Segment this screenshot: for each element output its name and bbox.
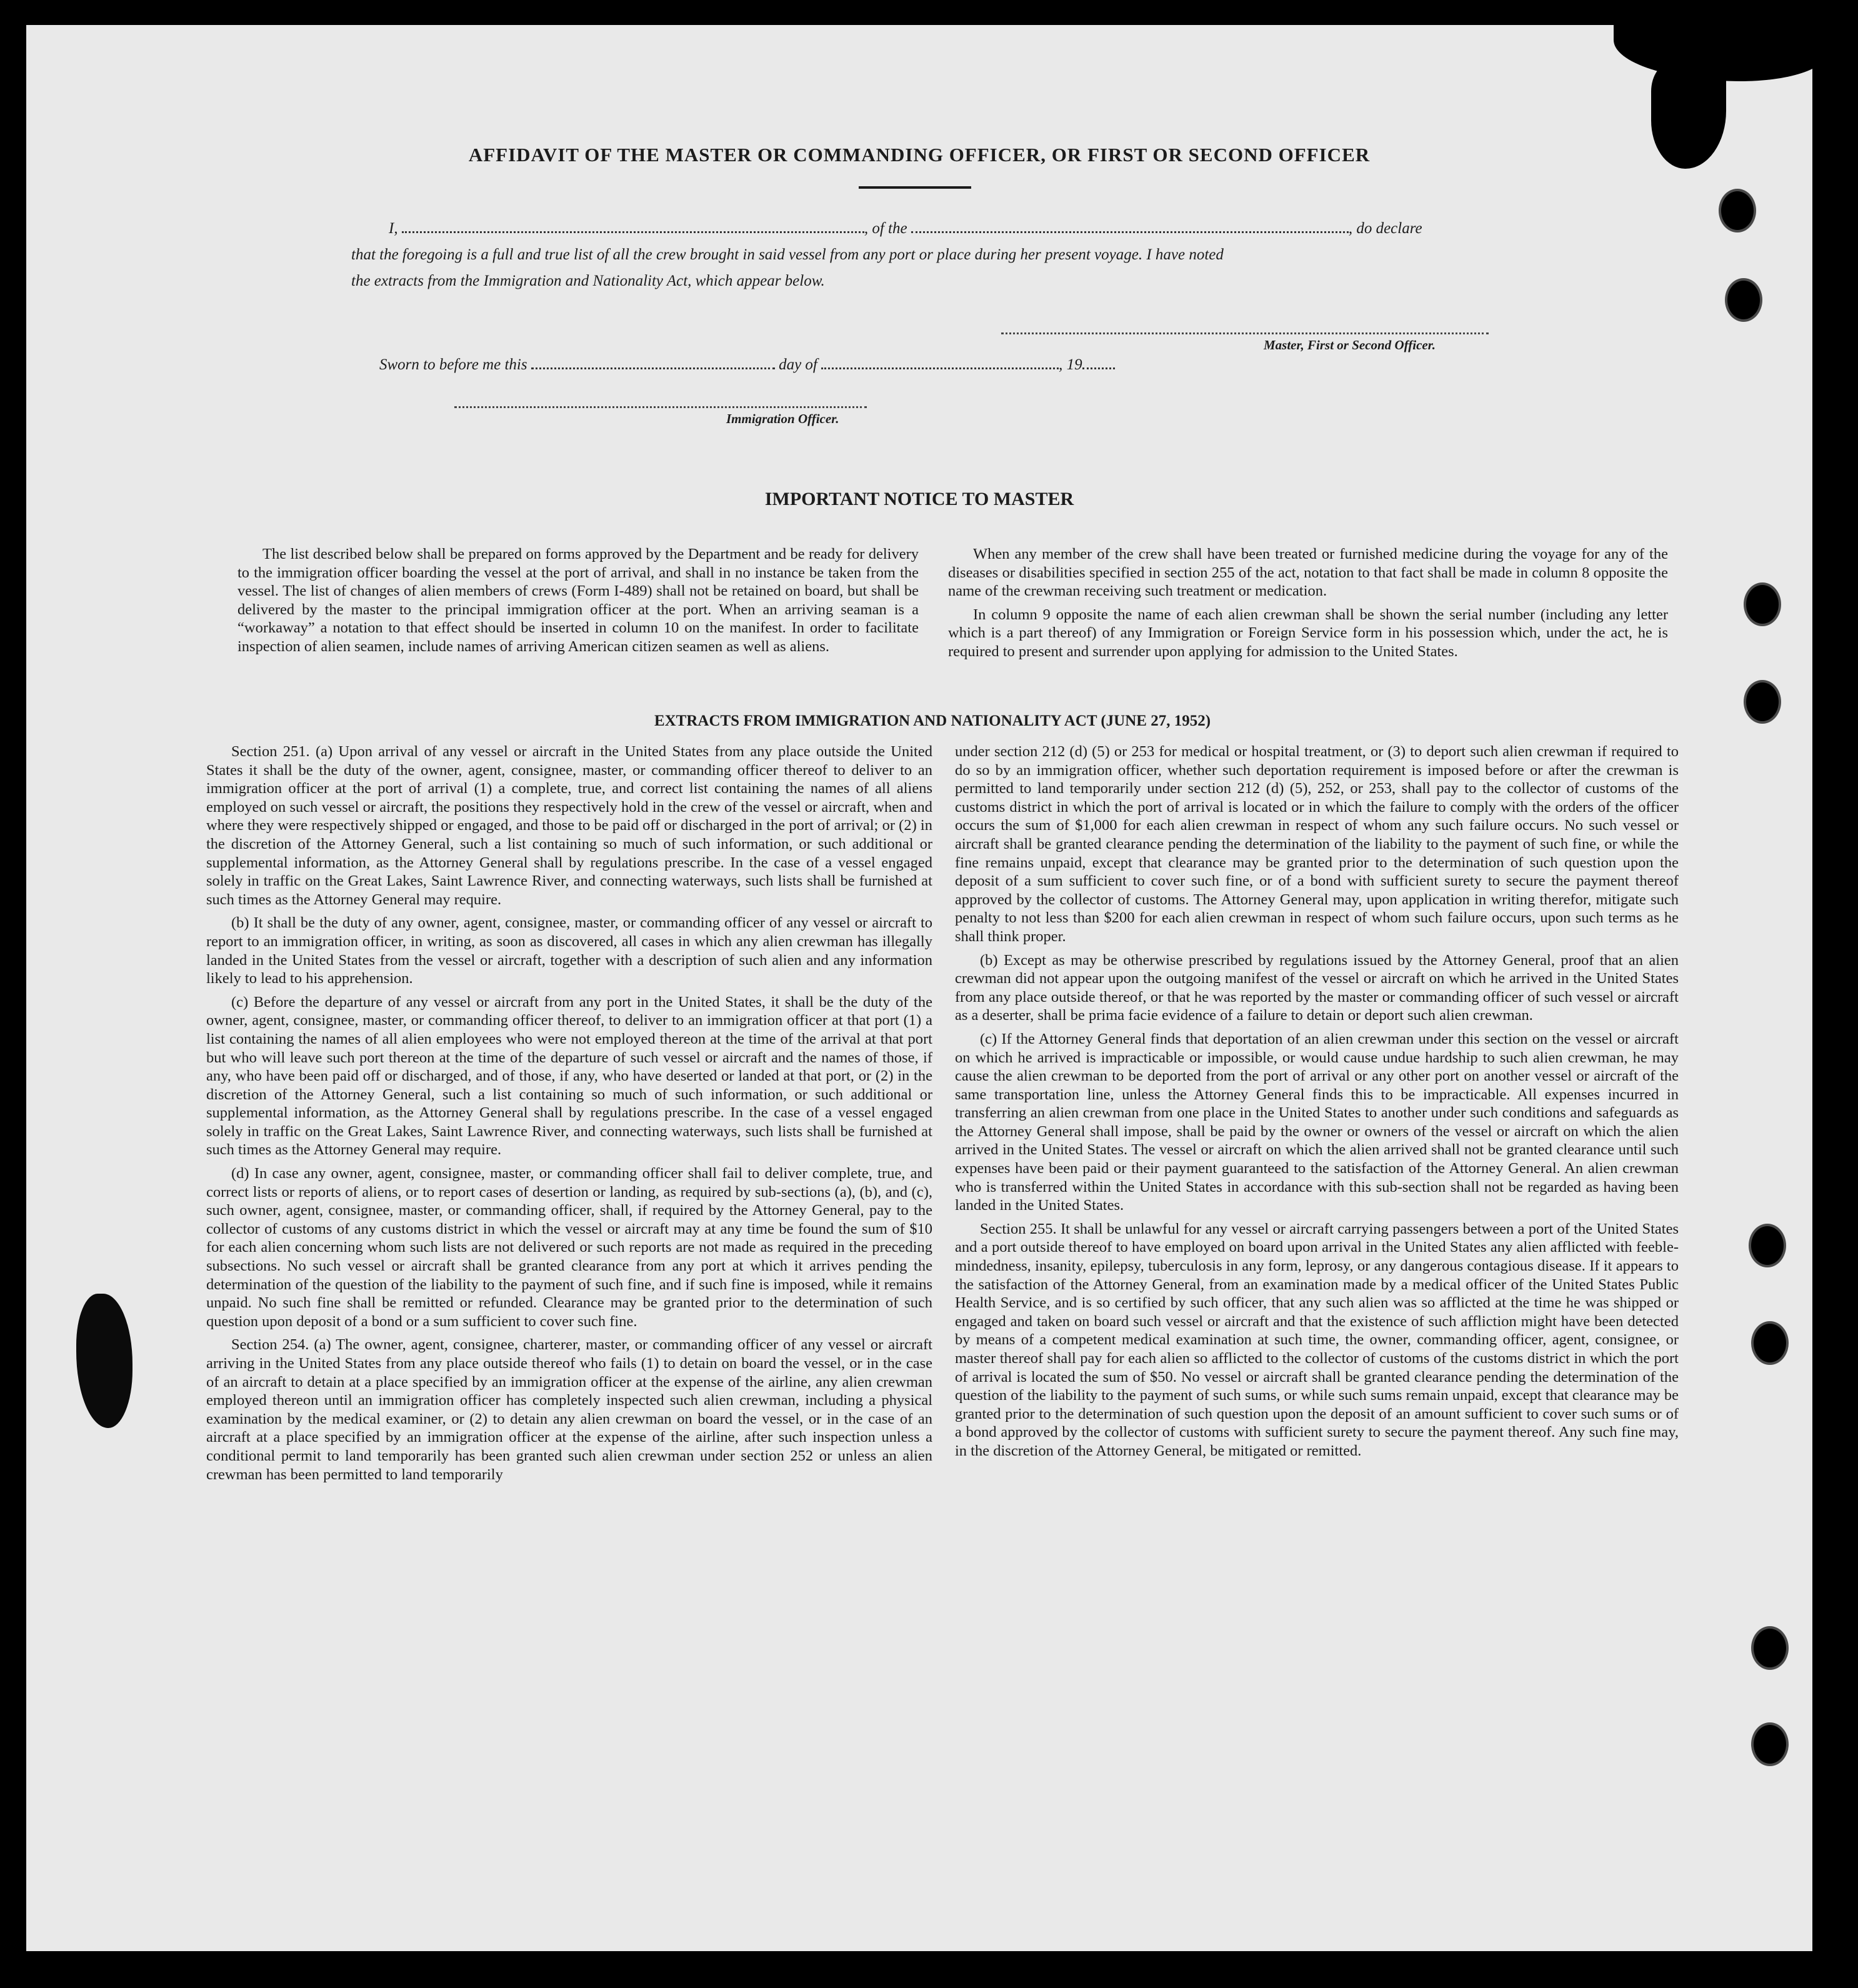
vessel-blank[interactable] [911, 231, 1349, 233]
ink-blot [76, 1294, 132, 1428]
affidavit-title: AFFIDAVIT OF THE MASTER OR COMMANDING OFFICER, OR FIRST OR SECOND OFFICER [468, 144, 1371, 166]
master-signature-line[interactable] [1001, 332, 1489, 334]
officer-signature-line[interactable] [454, 406, 867, 408]
punch-hole [1751, 1321, 1789, 1365]
notice-paragraph: When any member of the crew shall have been treated or furnished medicine during the voyage for any of the diseases or disabilities specified in section 255 of the act, notation to that fact shall be made in column 8 opposite the name of the crewman receiving such treatment or medication. [948, 546, 1668, 600]
punch-hole [1719, 189, 1756, 232]
extract-paragraph: (d) In case any owner, agent, consignee, master, or commanding officer shall fail to deliver complete, true, and correct lists or reports of aliens, or to report cases of desertion or landing, as required by sub-sections (a), (b), and (c), such owner, agent, consignee, master, or commanding officer, shall, if required by the Attorney General, pay to the collector of customs of any customs district in which the vessel or aircraft may at any time be found the sum of $10 for each alien concerning whom such lists are not delivered or such reports are not made as required in the preceding subsections. No such vessel or aircraft shall be granted clearance from any port at which it arrives pending the determination of the question of the liability to the payment of such fine, and if such fine is imposed, while it remains unpaid. No such fine shall be remitted or refunded. Clearance may be granted prior to the determination of such question upon deposit of a bond or a sum sufficient to cover such fine. [206, 1165, 932, 1330]
day-of-label: day of [779, 356, 817, 373]
affidavit-i-label: I, [389, 220, 398, 237]
notice-paragraph: In column 9 opposite the name of each alien crewman shall be shown the serial number (including any letter which is a part thereof) of any Immigration or Foreign Service form in his possession which, under the act, he is required to present and surrender upon applying for admission to the United States. [948, 606, 1668, 660]
extract-paragraph: Section 255. It shall be unlawful for any vessel or aircraft carrying passengers between a port of the United States and a port outside thereof to have employed on board upon arrival in the United States any alien afflicted with feeble-mindedness, insanity, epilepsy, tuberculosis in any form, leprosy, or any dangerous contagious disease. If it appears to the satisfaction of the Attorney General, from an examination made by a medical officer of the United States Public Health Service, and is so certified by such officer, that any such alien was so afflicted at the time he was shipped or engaged and taken on board such vessel or aircraft and that the existence of such affliction might have been detected by means of a competent medical examination at such time, the owner, commanding officer, agent, consignee, or master thereof shall pay for each alien so afflicted to the collector of customs of the customs district in which the port of arrival is located the sum of $50. No vessel or aircraft shall be granted clearance pending the determination of the question of the liability to the payment of such sums, or while such sums remain unpaid, except that clearance may be granted prior to the determination of such question upon the deposit of an amount sufficient to cover such sums or of a bond approved by the collector of customs with sufficient surety to secure the payment thereof. Any such fine may, in the discretion of the Attorney General, be mitigated or remitted. [955, 1220, 1679, 1459]
extract-paragraph: (b) It shall be the duty of any owner, agent, consignee, master, or commanding officer of any vessel or aircraft to report to an immigration officer, in writing, as soon as discovered, all cases in which any alien crewman has illegally landed in the United States from the vessel or aircraft, together with a description of such alien and any information likely to lead to his apprehension. [206, 914, 932, 987]
extracts-left-column [206, 742, 932, 1489]
affidavit-line-1 [389, 220, 1514, 237]
title-underline [859, 186, 971, 189]
sworn-day-blank[interactable] [531, 367, 775, 369]
sworn-label: Sworn to before me this [379, 356, 527, 373]
punch-hole [1744, 680, 1781, 724]
punch-hole [1725, 278, 1762, 322]
document-page [26, 25, 1812, 1951]
punch-hole [1749, 1224, 1786, 1267]
sworn-month-blank[interactable] [821, 367, 1059, 369]
extract-paragraph: Section 254. (a) The owner, agent, consignee, charterer, master, or commanding officer of any vessel or aircraft arriving in the United States from any place outside thereof who fails (1) to detain on board the vessel, or in the case of an aircraft to detain at a place specified by an immigration officer at the expense of the airline, any alien crewman employed thereon until an immigration officer has completely inspected such alien crewman, including a physical examination by the medical examiner, or (2) to detain any alien crewman on board the vessel, or in the case of an aircraft at a place specified by an immigration officer at the expense of the airline, after such inspection unless a conditional permit to land temporarily has been granted such alien crewman under section 252 or unless an alien crewman has been permitted to land temporarily [206, 1336, 932, 1483]
extract-paragraph: (c) Before the departure of any vessel or aircraft from any port in the United States, it shall be the duty of the owner, agent, consignee, master, or commanding officer thereof, to deliver to an immigration officer at that port (1) a list containing the names of all alien employees who were not employed thereon at the time of the arrival at that port but who will leave such port thereon at the time of the departure of such vessel or aircraft and the names of those, if any, who have been paid off or discharged, and of those, if any, who have deserted or landed at that port, or (2) in the discretion of the Attorney General, such a list containing so much of such information, or such additional or supplemental information, as the Attorney General shall by regulations prescribe. In the case of a vessel engaged solely in traffic on the Great Lakes, Saint Lawrence River, and connecting waterways, such lists shall be furnished at such times as the Attorney General may require. [206, 993, 932, 1159]
extract-paragraph: Section 251. (a) Upon arrival of any vessel or aircraft in the United States from any place outside the United States it shall be the duty of the owner, agent, consignee, master, or commanding officer thereof to deliver to an immigration officer at the port of arrival (1) a complete, true, and correct list containing the names of all aliens employed on such vessel or aircraft, the positions they respectively hold in the crew of the vessel or aircraft, when and where they were respectively shipped or engaged, and those to be paid off or discharged in the port of arrival; or (2) in the discretion of the Attorney General, such a list containing so much of such information, or such additional or supplemental information, as the Attorney General shall by regulations prescribe. In the case of a vessel engaged solely in traffic on the Great Lakes, Saint Lawrence River, and connecting waterways, such lists shall be furnished at such times as the Attorney General may require. [206, 743, 932, 908]
punch-hole [1751, 1626, 1789, 1670]
notice-title: IMPORTANT NOTICE TO MASTER [764, 489, 1074, 509]
notice-left-column [237, 545, 919, 661]
sworn-year-blank[interactable] [1082, 367, 1115, 369]
affidavit-line-3: the extracts from the Immigration and Nationality Act, which appear below. [351, 272, 825, 289]
punch-hole [1751, 1722, 1789, 1766]
extract-paragraph: under section 212 (d) (5) or 253 for medical or hospital treatment, or (3) to deport such alien crewman if required to do so by an immigration officer, whether such deportation requirement is imposed before or after the crewman is permitted to land temporarily under section 212 (d) (5), 252, or 253, shall pay to the collector of customs of the customs district in which the port of arrival is located or in which the failure to comply with the orders of the officer occurs the sum of $1,000 for each alien crewman in respect of whom any such failure occurs. No such vessel or aircraft shall be granted clearance pending the determination of the liability to the payment of such fine, or while the fine remains unpaid, except that clearance may be granted prior to the determination of such question upon the deposit of a sum sufficient to cover such fine, or of a bond with sufficient surety to secure the payment thereof approved by the collector of customs. The Attorney General may, upon application in writing therefor, mitigate such penalty to not less than $200 for each alien crewman in respect of whom such failure occurs, upon such terms as he shall think proper. [955, 743, 1679, 945]
punch-hole [1744, 582, 1781, 626]
affidavit-declare-label: , do declare [1348, 220, 1422, 237]
officer-signature-label: Immigration Officer. [726, 411, 839, 426]
extracts-right-column [955, 742, 1679, 1466]
sworn-line [379, 356, 1254, 374]
name-blank[interactable] [402, 231, 864, 233]
notice-paragraph: The list described below shall be prepared on forms approved by the Department and be ready for delivery to the immigration officer boarding the vessel at the port of arrival, and shall in no instance be taken from the vessel. The list of changes of alien members of crews (Form I-489) shall not be retained on board, but shall be delivered by the master to the principal immigration officer at the port. When an arriving seaman is a “workaway” a notation to that effect should be inserted in column 10 on the manifest. In order to facilitate inspection of alien seamen, include names of arriving American citizen seamen as well as aliens. [237, 546, 919, 655]
extract-paragraph: (b) Except as may be otherwise prescribed by regulations issued by the Attorney General, proof that an alien crewman did not appear upon the outgoing manifest of the vessel or aircraft on which he arrived in the United States from any place outside thereof, or that he was reported by the master or commanding officer of such vessel or aircraft as a deserter, shall be prima facie evidence of a failure to detain or deport such alien crewman. [955, 951, 1679, 1024]
affidavit-of-the-label: , of the [864, 220, 907, 237]
extracts-title: EXTRACTS FROM IMMIGRATION AND NATIONALITY ACT (JUNE 27, 1952) [654, 712, 1211, 729]
notice-right-column [948, 545, 1668, 666]
master-signature-label: Master, First or Second Officer. [1264, 337, 1436, 352]
extract-paragraph: (c) If the Attorney General finds that deportation of an alien crewman under this section on the vessel or aircraft on which he arrived is impracticable or impossible, or would cause undue hardship to such alien crewman, he may cause the alien crewman to be deported from the port of arrival or any other port on another vessel or aircraft of the same transportation line, unless the Attorney General finds this to be impracticable. All expenses incurred in transferring an alien crewman from one place in the United States to another under such conditions and safeguards as the Attorney General shall impose, shall be paid by the owner or owners of the vessel or aircraft on which the alien arrived in the United States. The vessel or aircraft on which the alien arrived shall not be granted clearance until such expenses have been paid or their payment guaranteed to the satisfaction of the Attorney General. An alien crewman who is transferred within the United States in accordance with this sub-section shall not be regarded as having been landed in the United States. [955, 1030, 1679, 1214]
year-label: , 19 [1059, 356, 1082, 373]
affidavit-line-2: that the foregoing is a full and true list of all the crew brought in said vessel from any port or place during her present voyage. I have noted [351, 246, 1224, 263]
